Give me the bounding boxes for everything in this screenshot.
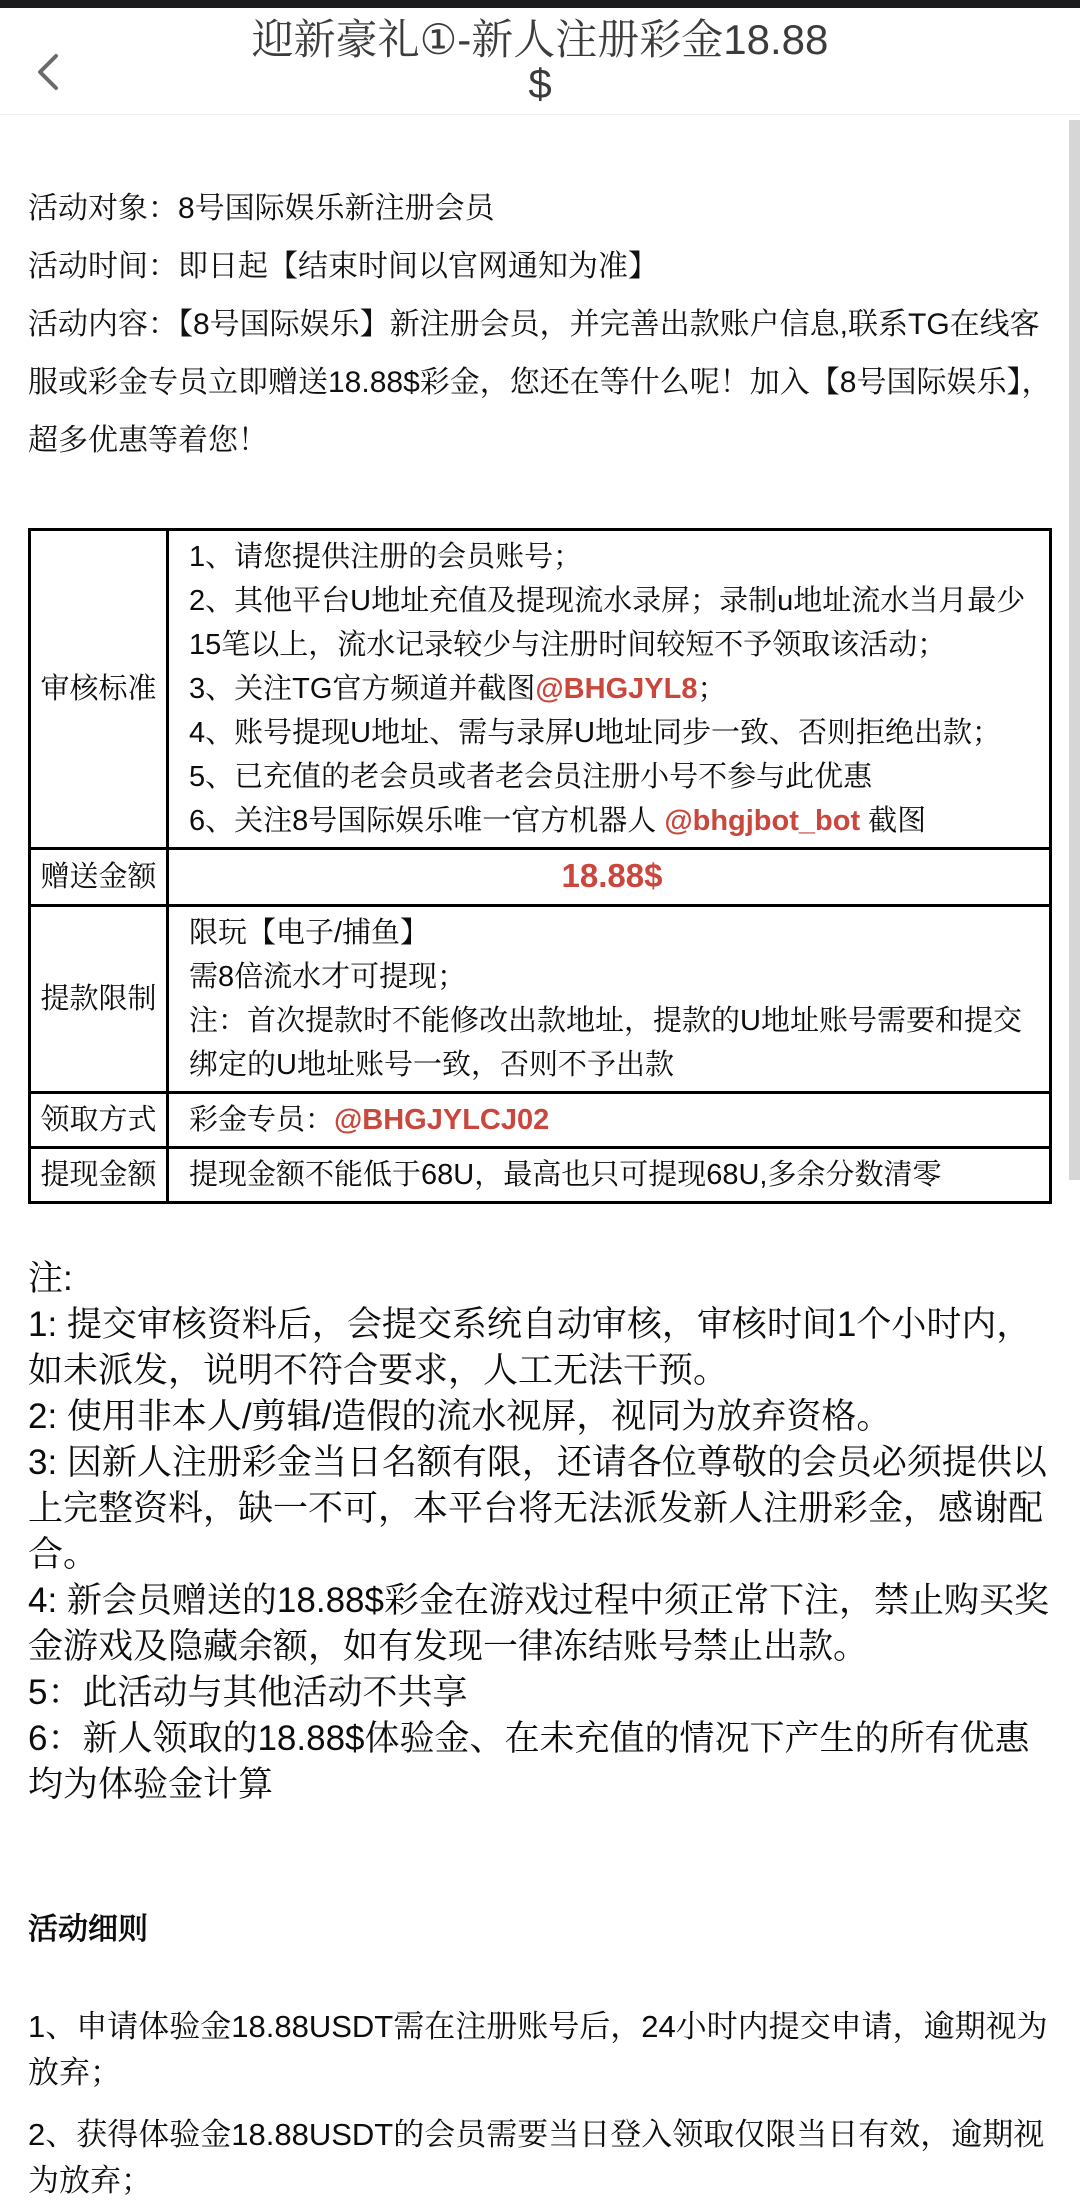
detail-item-2: 2、获得体验金18.88USDT的会员需要当日登入领取仅限当日有效，逾期视为放弃； <box>28 2117 1045 2198</box>
table-row-withdraw-amount <box>30 1148 1051 1203</box>
table-row-bonus <box>30 849 1051 906</box>
note-item-3: 3: 因新人注册彩金当日名额有限，还请各位尊敬的会员必须提供以上完整资料，缺一不可，本平台将无法派发新人注册彩金，感谢配合。 <box>28 1443 1047 1574</box>
activity-target-text: 活动对象：8号国际娱乐新注册会员 <box>28 192 495 225</box>
tg-specialist-link[interactable]: @BHGJYLCJ02 <box>334 1104 550 1136</box>
table-row-claim <box>30 1093 1051 1148</box>
note-item-6: 6：新人领取的18.88$体验金、在未充值的情况下产生的所有优惠均为体验金计算 <box>28 1719 1030 1804</box>
page-title-line2: $ <box>528 60 552 107</box>
review-item-6-prefix: 6、关注8号国际娱乐唯一官方机器人 <box>189 805 665 837</box>
page-title-line1: 迎新豪礼①-新人注册彩金18.88 <box>251 16 829 63</box>
review-item-1: 1、请您提供注册的会员账号； <box>189 541 583 573</box>
note-item-1: 1: 提交审核资料后，会提交系统自动审核，审核时间1个小时内，如未派发，说明不符合要求，人工无法干预。 <box>28 1305 1032 1390</box>
bonus-amount-value: 18.88$ <box>561 857 663 894</box>
withdraw-limit-line-1: 限玩【电子/捕鱼】 <box>189 917 430 949</box>
activity-time-text: 活动时间：即日起【结束时间以官网通知为准】 <box>28 250 658 283</box>
note-item-2: 2: 使用非本人/剪辑/造假的流水视屏，视同为放弃资格。 <box>28 1397 892 1436</box>
claim-method-cell <box>168 1093 1051 1148</box>
activity-content-text: 活动内容：【8号国际娱乐】新注册会员，并完善出款账户信息,联系TG在线客服或彩金专员立即赠送18.88$彩金，您还在等什么呢！加入【8号国际娱乐】，超多优惠等着您！ <box>28 308 1052 457</box>
claim-prefix: 彩金专员： <box>189 1104 335 1136</box>
review-item-4: 4、账号提现U地址、需与录屏U地址同步一致、否则拒绝出款； <box>189 717 1002 749</box>
row-label-claim: 领取方式 <box>30 1093 168 1148</box>
scrollbar-thumb[interactable] <box>1069 120 1080 1180</box>
review-item-3 <box>189 667 1035 711</box>
withdraw-limit-cell <box>168 906 1051 1093</box>
row-label-review: 审核标准 <box>30 530 168 849</box>
bonus-amount-cell <box>168 849 1051 906</box>
table-row-withdraw-limit <box>30 906 1051 1093</box>
row-label-withdraw-limit: 提款限制 <box>30 906 168 1093</box>
promo-content <box>0 180 1080 2204</box>
row-label-bonus: 赠送金额 <box>30 849 168 906</box>
review-item-5: 5、已充值的老会员或者老会员注册小号不参与此优惠 <box>189 761 873 793</box>
tg-bot-link[interactable]: @bhgjbot_bot <box>664 805 861 837</box>
notes-section <box>28 1256 1052 1808</box>
rules-table <box>28 528 1052 1204</box>
row-label-withdraw-amount: 提现金额 <box>30 1148 168 1203</box>
withdraw-limit-line-3: 注：首次提款时不能修改出款地址，提款的U地址账号需要和提交绑定的U地址账号一致，否则不予出款 <box>189 1005 1022 1081</box>
back-button[interactable] <box>24 48 72 96</box>
chevron-left-icon <box>35 53 61 91</box>
details-heading: 活动细则 <box>28 1913 148 1946</box>
intro-section <box>28 180 1052 470</box>
detail-item-1: 1、申请体验金18.88USDT需在注册账号后，24小时内提交申请，逾期视为放弃； <box>28 2009 1048 2090</box>
review-item-2: 2、其他平台U地址充值及提现流水录屏；录制u地址流水当月最少15笔以上，流水记录较少与注册时间较短不予领取该活动； <box>189 585 1026 661</box>
page-title <box>100 18 980 106</box>
note-item-5: 5：此活动与其他活动不共享 <box>28 1673 468 1712</box>
details-section <box>28 2004 1052 2204</box>
status-bar <box>0 0 1080 8</box>
review-criteria-cell <box>168 530 1051 849</box>
tg-channel-link[interactable]: @BHGJYL8 <box>535 673 698 705</box>
header <box>0 8 1080 114</box>
table-row-review <box>30 530 1051 849</box>
withdraw-amount-cell: 提现金额不能低于68U，最高也只可提现68U,多余分数清零 <box>168 1148 1051 1203</box>
review-item-3-suffix: ； <box>697 673 727 705</box>
review-item-6 <box>189 799 1035 843</box>
review-item-6-suffix: 截图 <box>860 805 927 837</box>
withdraw-limit-line-2: 需8倍流水才可提现； <box>189 961 467 993</box>
notes-heading: 注: <box>28 1259 73 1298</box>
note-item-4: 4: 新会员赠送的18.88$彩金在游戏过程中须正常下注，禁止购买奖金游戏及隐藏余额，如有发现一律冻结账号禁止出款。 <box>28 1581 1049 1666</box>
review-item-3-prefix: 3、关注TG官方频道并截图 <box>189 673 536 705</box>
